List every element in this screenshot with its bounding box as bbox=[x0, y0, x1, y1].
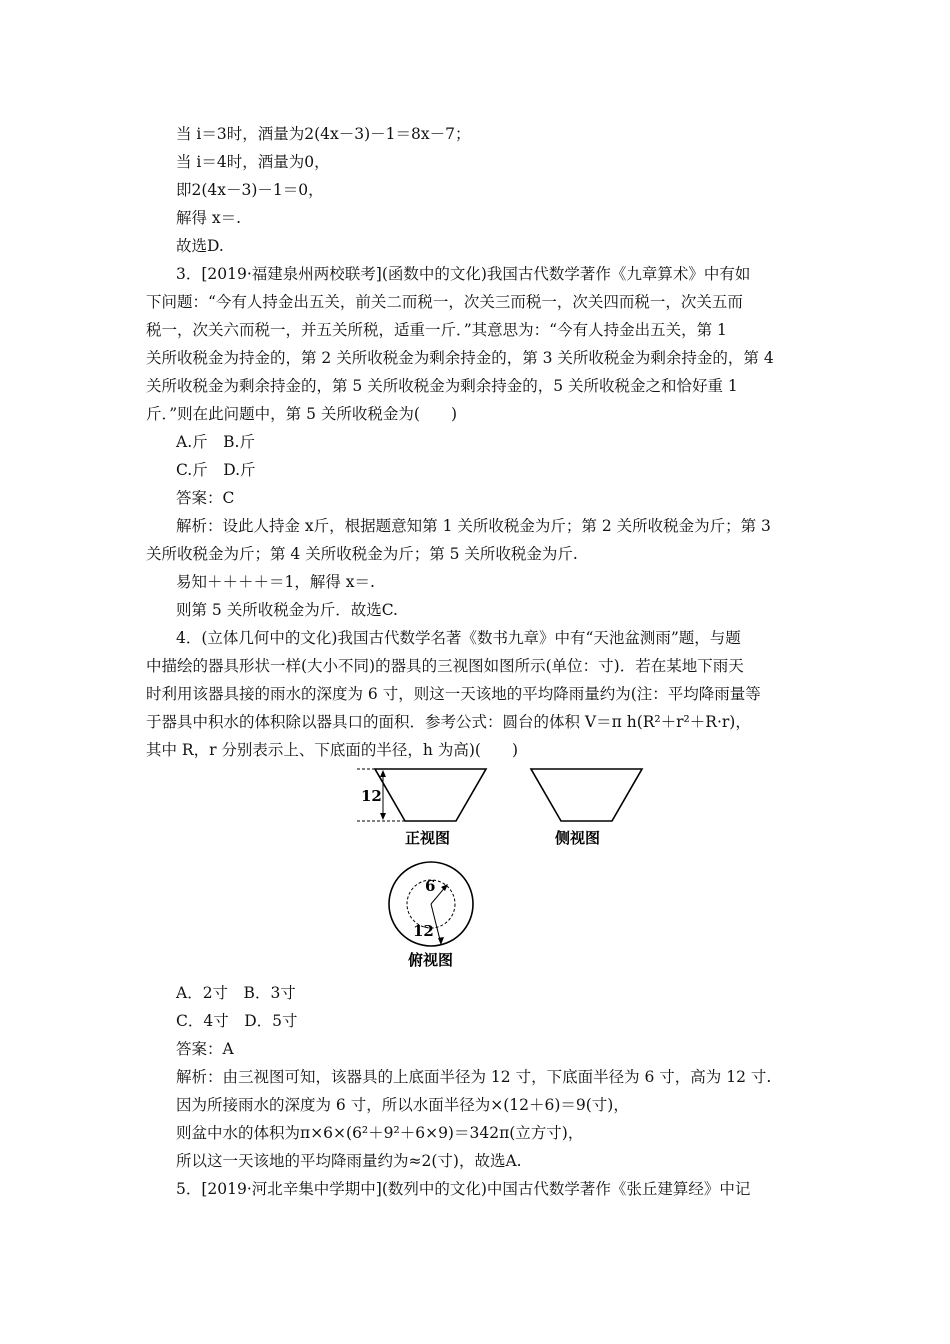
answer-options: A.斤 B.斤 bbox=[176, 433, 255, 451]
text-line: 税一，次关六而税一，并五关所税，适重一斤．”其意思为：“今有人持金出五关，第 1 bbox=[146, 321, 727, 339]
text-line: 其中 R，r 分别表示上、下底面的半径，h 为高)( ) bbox=[146, 741, 518, 759]
question-3-heading: 3．[2019·福建泉州两校联考](函数中的文化)我国古代数学著作《九章算术》中有如 bbox=[176, 265, 751, 283]
text-line: 因为所接雨水的深度为 6 寸，所以水面半径为×(12＋6)＝9(寸)， bbox=[176, 1096, 629, 1114]
text-line: 关所收税金为斤；第 4 关所收税金为斤；第 5 关所收税金为斤. bbox=[146, 545, 578, 563]
analysis-line: 解析：由三视图可知，该器具的上底面半径为 12 寸，下底面半径为 6 寸，高为 12 寸. bbox=[176, 1068, 772, 1086]
text-line: 中描绘的器具形状一样(大小不同)的器具的三视图如图所示(单位：寸)．若在某地下雨天 bbox=[146, 657, 744, 675]
answer-options: C．4寸 D．5寸 bbox=[176, 1012, 298, 1030]
height-dimension-label: 12 bbox=[361, 787, 382, 805]
text-line: 当 i＝3时，酒量为2(4x－3)－1＝8x－7； bbox=[176, 125, 471, 143]
front-view-shape bbox=[375, 769, 486, 821]
text-line: 关所收税金为剩余持金的，第 5 关所收税金为剩余持金的，5 关所收税金之和恰好重 1 bbox=[146, 377, 738, 395]
text-line: 下问题：“今有人持金出五关，前关二而税一，次关三而税一，次关四而税一，次关五而 bbox=[146, 293, 743, 311]
front-view-caption: 正视图 bbox=[405, 829, 451, 847]
text-line: 当 i＝4时，酒量为0， bbox=[176, 153, 330, 171]
question-5-heading: 5．[2019·河北辛集中学期中](数列中的文化)中国古代数学著作《张丘建算经》中记 bbox=[176, 1180, 751, 1198]
three-view-figure bbox=[355, 763, 665, 975]
text-line: 解得 x＝. bbox=[176, 209, 242, 227]
answer-line: 答案：C bbox=[176, 489, 235, 507]
answer-line: 答案：A bbox=[176, 1040, 234, 1058]
text-line: 则盆中水的体积为π×6×(6²＋9²＋6×9)＝342π(立方寸)， bbox=[176, 1124, 584, 1142]
side-view-shape bbox=[531, 769, 642, 821]
text-line: 关所收税金为持金的，第 2 关所收税金为剩余持金的，第 3 关所收税金为剩余持金的，第 4 bbox=[146, 349, 774, 367]
text-line: 斤．”则在此问题中，第 5 关所收税金为( ) bbox=[146, 405, 457, 423]
text-line: 即2(4x－3)－1＝0， bbox=[176, 181, 324, 199]
text-line: 则第 5 关所收税金为斤．故选C. bbox=[176, 601, 398, 619]
text-line: 易知＋＋＋＋＝1，解得 x＝. bbox=[176, 573, 375, 591]
top-view-caption: 俯视图 bbox=[408, 951, 454, 969]
text-line: 时利用该器具接的雨水的深度为 6 寸，则这一天该地的平均降雨量约为(注：平均降雨量等 bbox=[146, 685, 761, 703]
inner-radius-label: 6 bbox=[425, 877, 436, 895]
text-line: 于器具中积水的体积除以器具口的面积．参考公式：圆台的体积 V＝π h(R²＋r²＋R·r)， bbox=[146, 713, 751, 731]
answer-options: C.斤 D.斤 bbox=[176, 461, 256, 479]
text-line: 故选D. bbox=[176, 237, 224, 255]
side-view-caption: 侧视图 bbox=[555, 829, 601, 847]
question-4-heading: 4．(立体几何中的文化)我国古代数学名著《数书九章》中有“天池盆测雨”题，与题 bbox=[176, 629, 741, 647]
answer-options: A．2寸 B．3寸 bbox=[176, 984, 296, 1002]
outer-radius-label: 12 bbox=[413, 922, 434, 940]
text-line: 所以这一天该地的平均降雨量约为≈2(寸)，故选A. bbox=[176, 1152, 522, 1170]
analysis-line: 解析：设此人持金 x斤，根据题意知第 1 关所收税金为斤；第 2 关所收税金为斤；第 3 bbox=[176, 517, 771, 535]
